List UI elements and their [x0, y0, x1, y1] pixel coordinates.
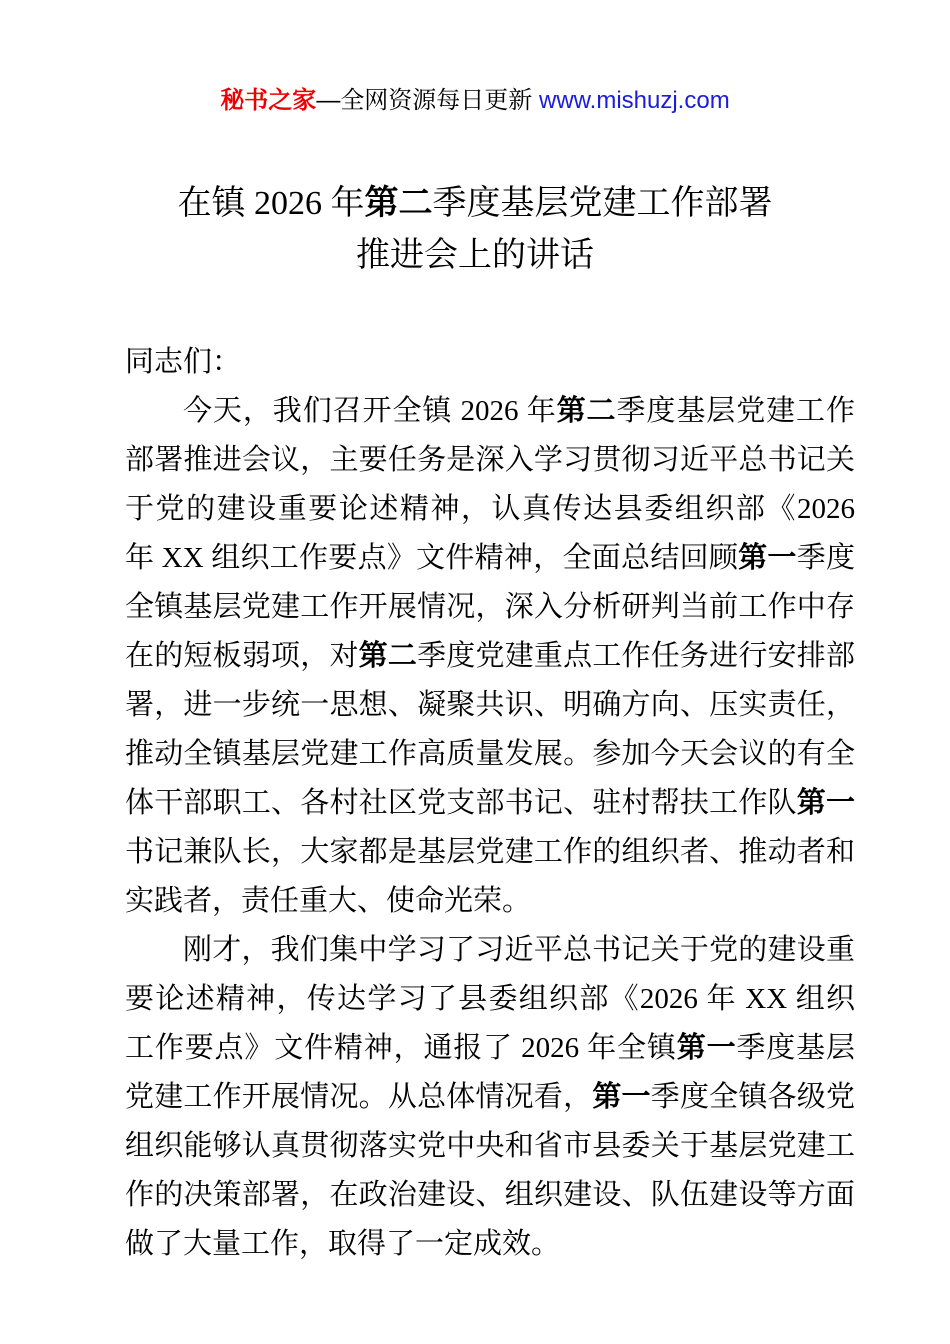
site-tagline: —全网资源每日更新: [316, 87, 539, 114]
bold-text-run: 第一: [592, 1081, 651, 1113]
site-url-link[interactable]: www.mishuzj.com: [538, 87, 730, 114]
title-line: [60, 230, 890, 282]
paragraph: [125, 338, 855, 387]
title-line: [60, 178, 890, 230]
bold-text-run: 第二: [364, 185, 433, 222]
bold-text-run: 第二: [358, 640, 418, 672]
bold-text-run: 第一: [796, 787, 855, 819]
text-run: 推进会上的讲话: [356, 237, 594, 274]
text-run: 季度基层党建工作开展情况。从总体情况看，: [125, 1032, 855, 1113]
site-header: [0, 0, 950, 116]
document-body: [125, 338, 855, 1269]
bold-text-run: 第一: [676, 1032, 737, 1064]
paragraph: [125, 926, 855, 1269]
text-run: 季度党建重点工作任务进行安排部署，进一步统一思想、凝聚共识、明确方向、压实责任，推动全镇基层党建工作高质量发展。参加今天会议的有全体干部职工、各村社区党支部书记、驻村帮扶工作队: [125, 640, 855, 819]
bold-text-run: 第二: [556, 395, 617, 427]
site-brand: 秘书之家: [220, 87, 317, 114]
text-run: 刚才，我们集中学习了习近平总书记关于党的建设重要论述精神，传达学习了县委组织部《2026 年 XX 组织工作要点》文件精神，通报了 2026 年全镇: [125, 934, 855, 1064]
text-run: 今天，我们召开全镇 2026 年: [183, 395, 557, 427]
text-run: 同志们：: [125, 346, 242, 378]
text-run: 在镇 2026 年: [177, 185, 365, 222]
paragraph: [125, 387, 855, 926]
text-run: 季度基层党建工作部署推进会议，主要任务是深入学习贯彻习近平总书记关于党的建设重要论述精神，认真传达县委组织部《2026 年 XX 组织工作要点》文件精神，全面总结回顾: [125, 395, 855, 574]
text-run: 季度基层党建工作部署: [432, 185, 773, 222]
text-run: 书记兼队长，大家都是基层党建工作的组织者、推动者和实践者，责任重大、使命光荣。: [125, 836, 855, 917]
document-title: [60, 178, 890, 282]
text-run: 季度全镇各级党组织能够认真贯彻落实党中央和省市县委关于基层党建工作的决策部署，在政治建设、组织建设、队伍建设等方面做了大量工作，取得了一定成效。: [125, 1081, 855, 1260]
text-run: 季度全镇基层党建工作开展情况，深入分析研判当前工作中存在的短板弱项，对: [125, 542, 855, 672]
bold-text-run: 第一: [738, 542, 797, 574]
